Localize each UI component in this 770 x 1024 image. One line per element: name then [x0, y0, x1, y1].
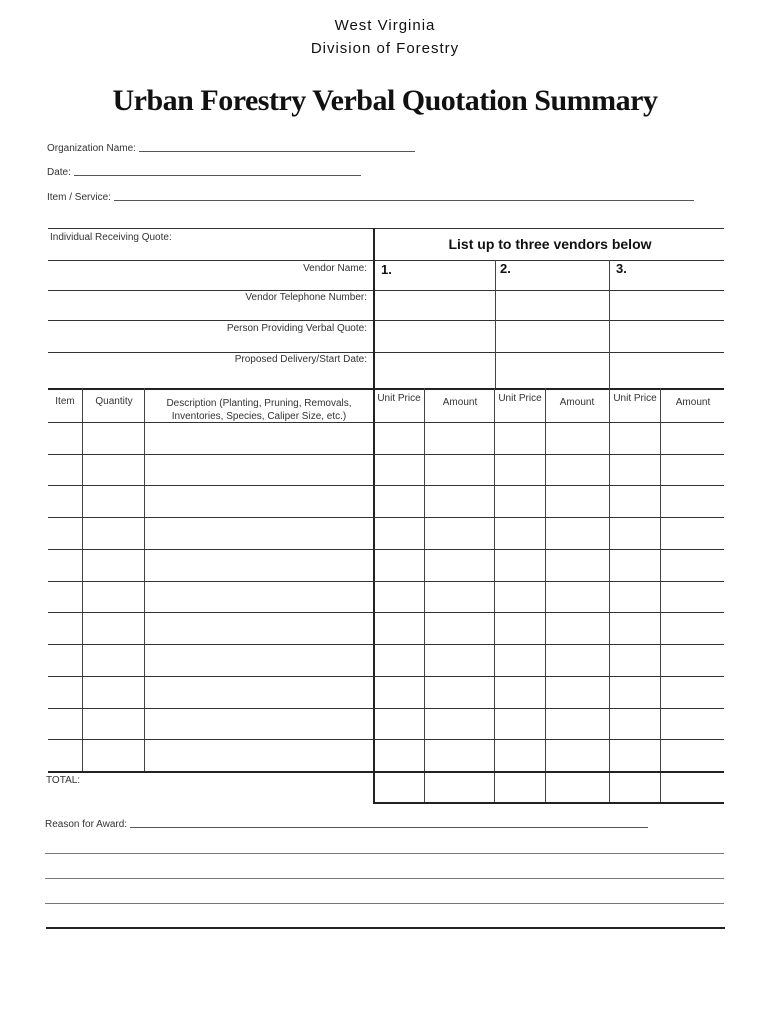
table-row[interactable] — [48, 486, 724, 517]
reason-line-3[interactable] — [45, 878, 724, 879]
vendor-2-name-cell[interactable] — [497, 261, 608, 289]
table-row[interactable] — [48, 582, 724, 613]
vendor-1-number: 1. — [381, 262, 392, 277]
col-amount-1: Amount — [442, 397, 478, 408]
total-label: TOTAL: — [46, 775, 81, 786]
form-title: Urban Forestry Verbal Quotation Summary — [112, 84, 658, 117]
vendor-3-number: 3. — [616, 261, 627, 276]
col-unit-price-2: Unit Price — [498, 393, 542, 404]
organization-name-label: Organization Name: — [47, 143, 136, 154]
person-providing-quote-label: Person Providing Verbal Quote: — [226, 323, 367, 334]
reason-for-award-field[interactable] — [45, 819, 648, 830]
col-amount-2: Amount — [559, 397, 595, 408]
vendor-1-name-cell[interactable] — [375, 261, 494, 289]
table-row[interactable] — [48, 709, 724, 740]
table-row[interactable] — [48, 423, 724, 454]
item-service-label: Item / Service: — [47, 192, 111, 203]
vendor-3-name-cell[interactable] — [611, 261, 723, 289]
col-unit-price-1: Unit Price — [377, 393, 421, 404]
item-service-field[interactable] — [47, 192, 694, 203]
vendor-telephone-label: Vendor Telephone Number: — [245, 292, 367, 303]
reason-line-4[interactable] — [45, 903, 724, 904]
col-quantity: Quantity — [95, 396, 133, 407]
agency-division: Division of Forestry — [310, 40, 460, 57]
col-amount-3: Amount — [675, 397, 711, 408]
col-unit-price-3: Unit Price — [613, 393, 657, 404]
reason-for-award-label: Reason for Award: — [45, 819, 128, 830]
date-field[interactable] — [47, 167, 361, 178]
table-row[interactable] — [48, 613, 724, 644]
table-row[interactable] — [48, 677, 724, 708]
date-label: Date: — [47, 167, 71, 178]
individual-receiving-quote-label: Individual Receiving Quote: — [50, 232, 172, 243]
date-line — [74, 175, 361, 176]
organization-name-line — [139, 151, 415, 152]
col-description: Description (Planting, Pruning, Removals, Inventories, Species, Caliper Size, etc.) — [166, 398, 352, 422]
agency-state: West Virginia — [334, 17, 436, 34]
table-row[interactable] — [48, 518, 724, 549]
organization-name-field[interactable] — [47, 143, 415, 154]
table-row[interactable] — [48, 740, 724, 771]
reason-line-2[interactable] — [45, 853, 724, 854]
proposed-delivery-label: Proposed Delivery/Start Date: — [234, 354, 367, 365]
col-item: Item — [55, 396, 75, 407]
vendors-heading: List up to three vendors below — [448, 236, 652, 252]
reason-for-award-line — [130, 827, 648, 828]
vendor-name-label: Vendor Name: — [303, 263, 367, 274]
item-service-line — [114, 200, 694, 201]
table-row[interactable] — [48, 645, 724, 676]
vendor-2-number: 2. — [500, 261, 511, 276]
table-row[interactable] — [48, 455, 724, 486]
table-row[interactable] — [48, 550, 724, 581]
